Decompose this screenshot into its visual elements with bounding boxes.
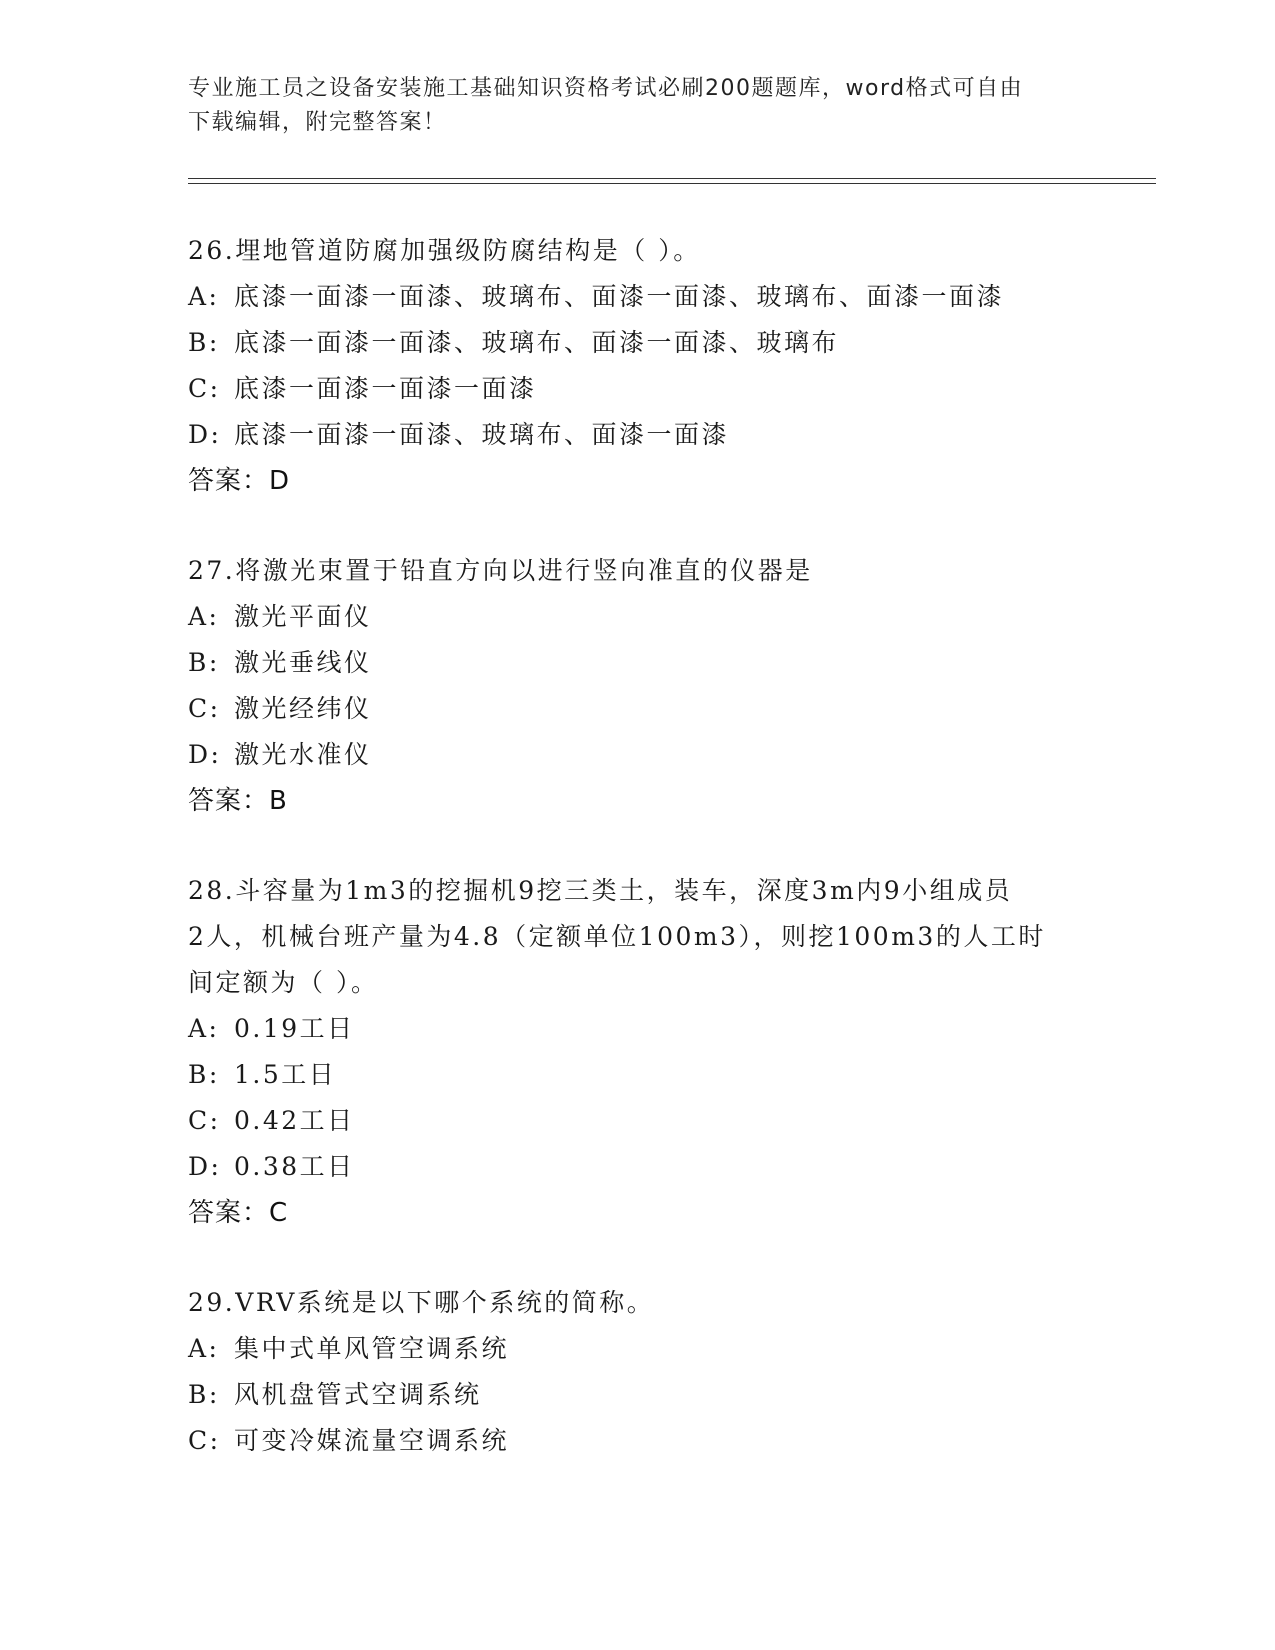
answer-line: 答案：D	[188, 466, 291, 496]
option-key: B:	[188, 648, 220, 677]
option-key: A:	[188, 602, 220, 631]
option-key: A:	[188, 282, 220, 311]
option-key: D:	[188, 420, 222, 449]
option-c	[188, 686, 1148, 732]
question-stem-line-2: 2人，机械台班产量为4.8（定额单位100m3），则挖100m3的人工时	[188, 922, 1046, 951]
document-header	[188, 72, 1078, 140]
question-stem: 29.VRV系统是以下哪个系统的简称。	[188, 1288, 655, 1317]
question-29	[188, 1280, 1148, 1464]
header-line-2: 下载编辑，附完整答案！	[188, 110, 447, 135]
option-d	[188, 1144, 1148, 1190]
answer-line: 答案：C	[188, 1198, 289, 1228]
question-stem: 27.将激光束置于铅直方向以进行竖向准直的仪器是	[188, 556, 813, 585]
option-key: C:	[188, 374, 221, 403]
option-text: 激光平面仪	[234, 602, 372, 631]
question-stem-line-1: 28.斗容量为1m3的挖掘机9挖三类土，装车，深度3m内9小组成员	[188, 876, 1013, 905]
option-text: 0.42工日	[234, 1106, 355, 1135]
option-text: 激光垂线仪	[234, 648, 372, 677]
option-b	[188, 1372, 1148, 1418]
question-27	[188, 548, 1148, 824]
option-key: B:	[188, 1060, 220, 1089]
option-a	[188, 1006, 1148, 1052]
option-key: C:	[188, 694, 221, 723]
question-28	[188, 868, 1148, 1236]
option-c	[188, 366, 1148, 412]
option-key: A:	[188, 1014, 220, 1043]
option-text: 1.5工日	[234, 1060, 337, 1089]
header-divider-top	[188, 178, 1156, 179]
option-d	[188, 732, 1148, 778]
option-text: 底漆一面漆一面漆、玻璃布、面漆一面漆、玻璃布、面漆一面漆	[234, 282, 1005, 311]
option-d	[188, 412, 1148, 458]
option-key: C:	[188, 1106, 221, 1135]
answer-line: 答案：B	[188, 786, 288, 816]
option-c	[188, 1098, 1148, 1144]
option-key: C:	[188, 1426, 221, 1455]
question-stem: 26.埋地管道防腐加强级防腐结构是（ ）。	[188, 236, 701, 265]
option-text: 集中式单风管空调系统	[234, 1334, 510, 1363]
option-key: D:	[188, 1152, 222, 1181]
option-text: 底漆一面漆一面漆一面漆	[234, 374, 537, 403]
option-text: 可变冷媒流量空调系统	[234, 1426, 510, 1455]
option-text: 0.19工日	[234, 1014, 355, 1043]
question-stem-line-3: 间定额为（ ）。	[188, 968, 379, 997]
option-text: 0.38工日	[234, 1152, 355, 1181]
question-26	[188, 228, 1148, 504]
option-text: 风机盘管式空调系统	[234, 1380, 482, 1409]
option-text: 激光经纬仪	[234, 694, 372, 723]
option-key: B:	[188, 1380, 220, 1409]
header-line-1: 专业施工员之设备安装施工基础知识资格考试必刷200题题库，word格式可自由	[188, 76, 1024, 101]
option-a	[188, 274, 1148, 320]
option-text: 激光水准仪	[234, 740, 372, 769]
option-text: 底漆一面漆一面漆、玻璃布、面漆一面漆、玻璃布	[234, 328, 840, 357]
option-a	[188, 594, 1148, 640]
option-b	[188, 640, 1148, 686]
option-c	[188, 1418, 1148, 1464]
option-b	[188, 1052, 1148, 1098]
option-b	[188, 320, 1148, 366]
option-key: B:	[188, 328, 220, 357]
header-divider-bottom	[188, 183, 1156, 184]
option-a	[188, 1326, 1148, 1372]
option-key: A:	[188, 1334, 220, 1363]
option-key: D:	[188, 740, 222, 769]
option-text: 底漆一面漆一面漆、玻璃布、面漆一面漆	[234, 420, 730, 449]
